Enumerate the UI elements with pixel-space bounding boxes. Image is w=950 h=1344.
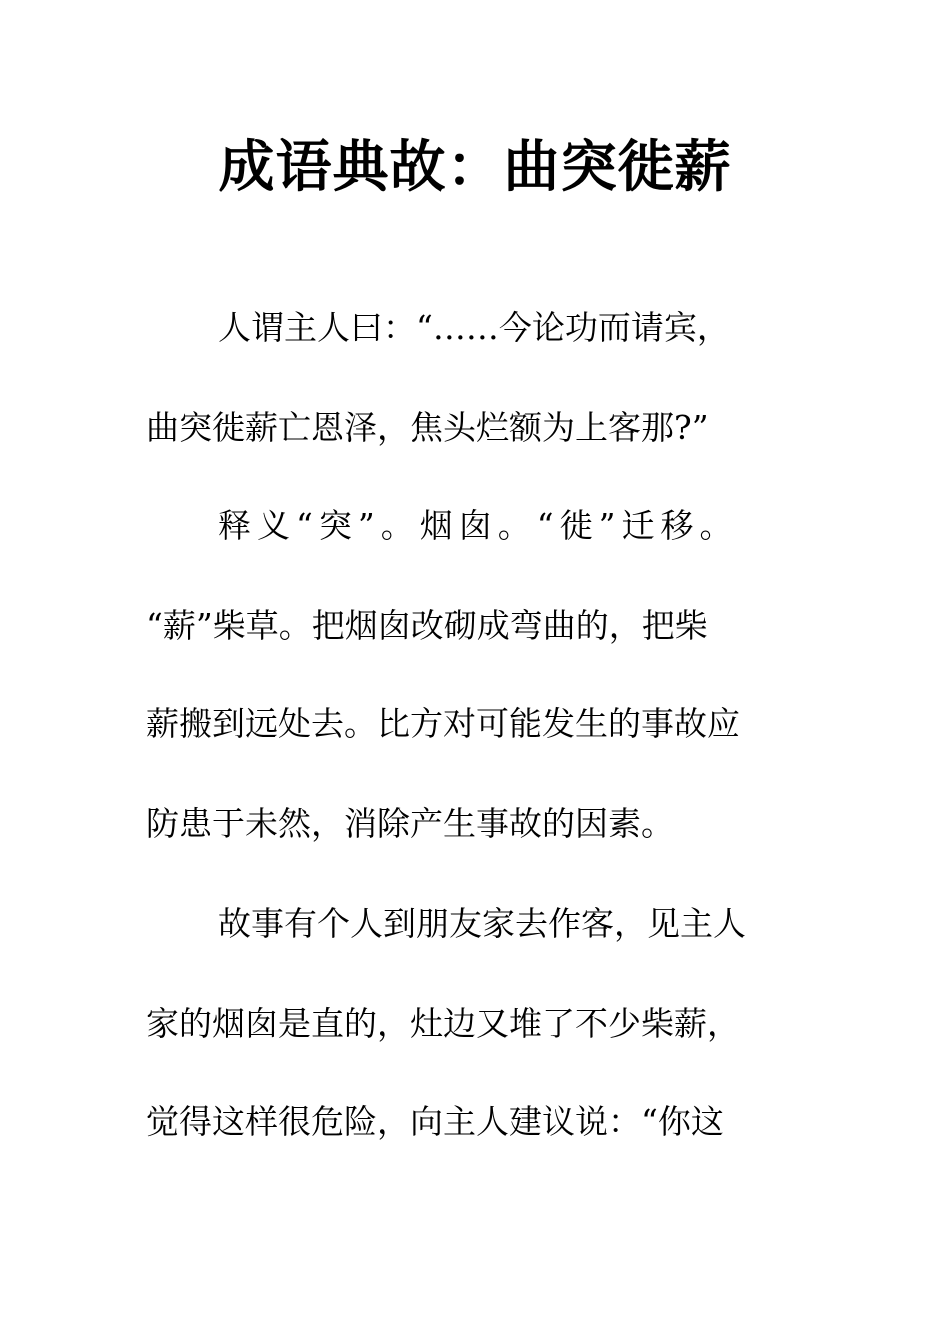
text-line-4: “薪”柴草。把烟囱改砌成弯曲的，把柴 — [146, 606, 708, 645]
text-line-5: 薪搬到远处去。比方对可能发生的事故应 — [146, 704, 740, 743]
text-line-2: 曲突徙薪亡恩泽，焦头烂额为上客那?” — [146, 408, 709, 447]
text-line-8: 家的烟囱是直的，灶边又堆了不少柴薪， — [146, 1004, 740, 1043]
text-line-3: 释义“突”。烟囱。“徙”迁移。 — [218, 506, 739, 545]
text-line-9: 觉得这样很危险，向主人建议说：“你这 — [146, 1102, 724, 1141]
text-line-7: 故事有个人到朋友家去作客，见主人 — [218, 904, 746, 943]
text-line-1: 人谓主人曰：“……今论功而请宾， — [218, 308, 730, 347]
page-title: 成语典故：曲突徙薪 — [218, 134, 732, 200]
text-line-6: 防患于未然，消除产生事故的因素。 — [146, 804, 674, 843]
